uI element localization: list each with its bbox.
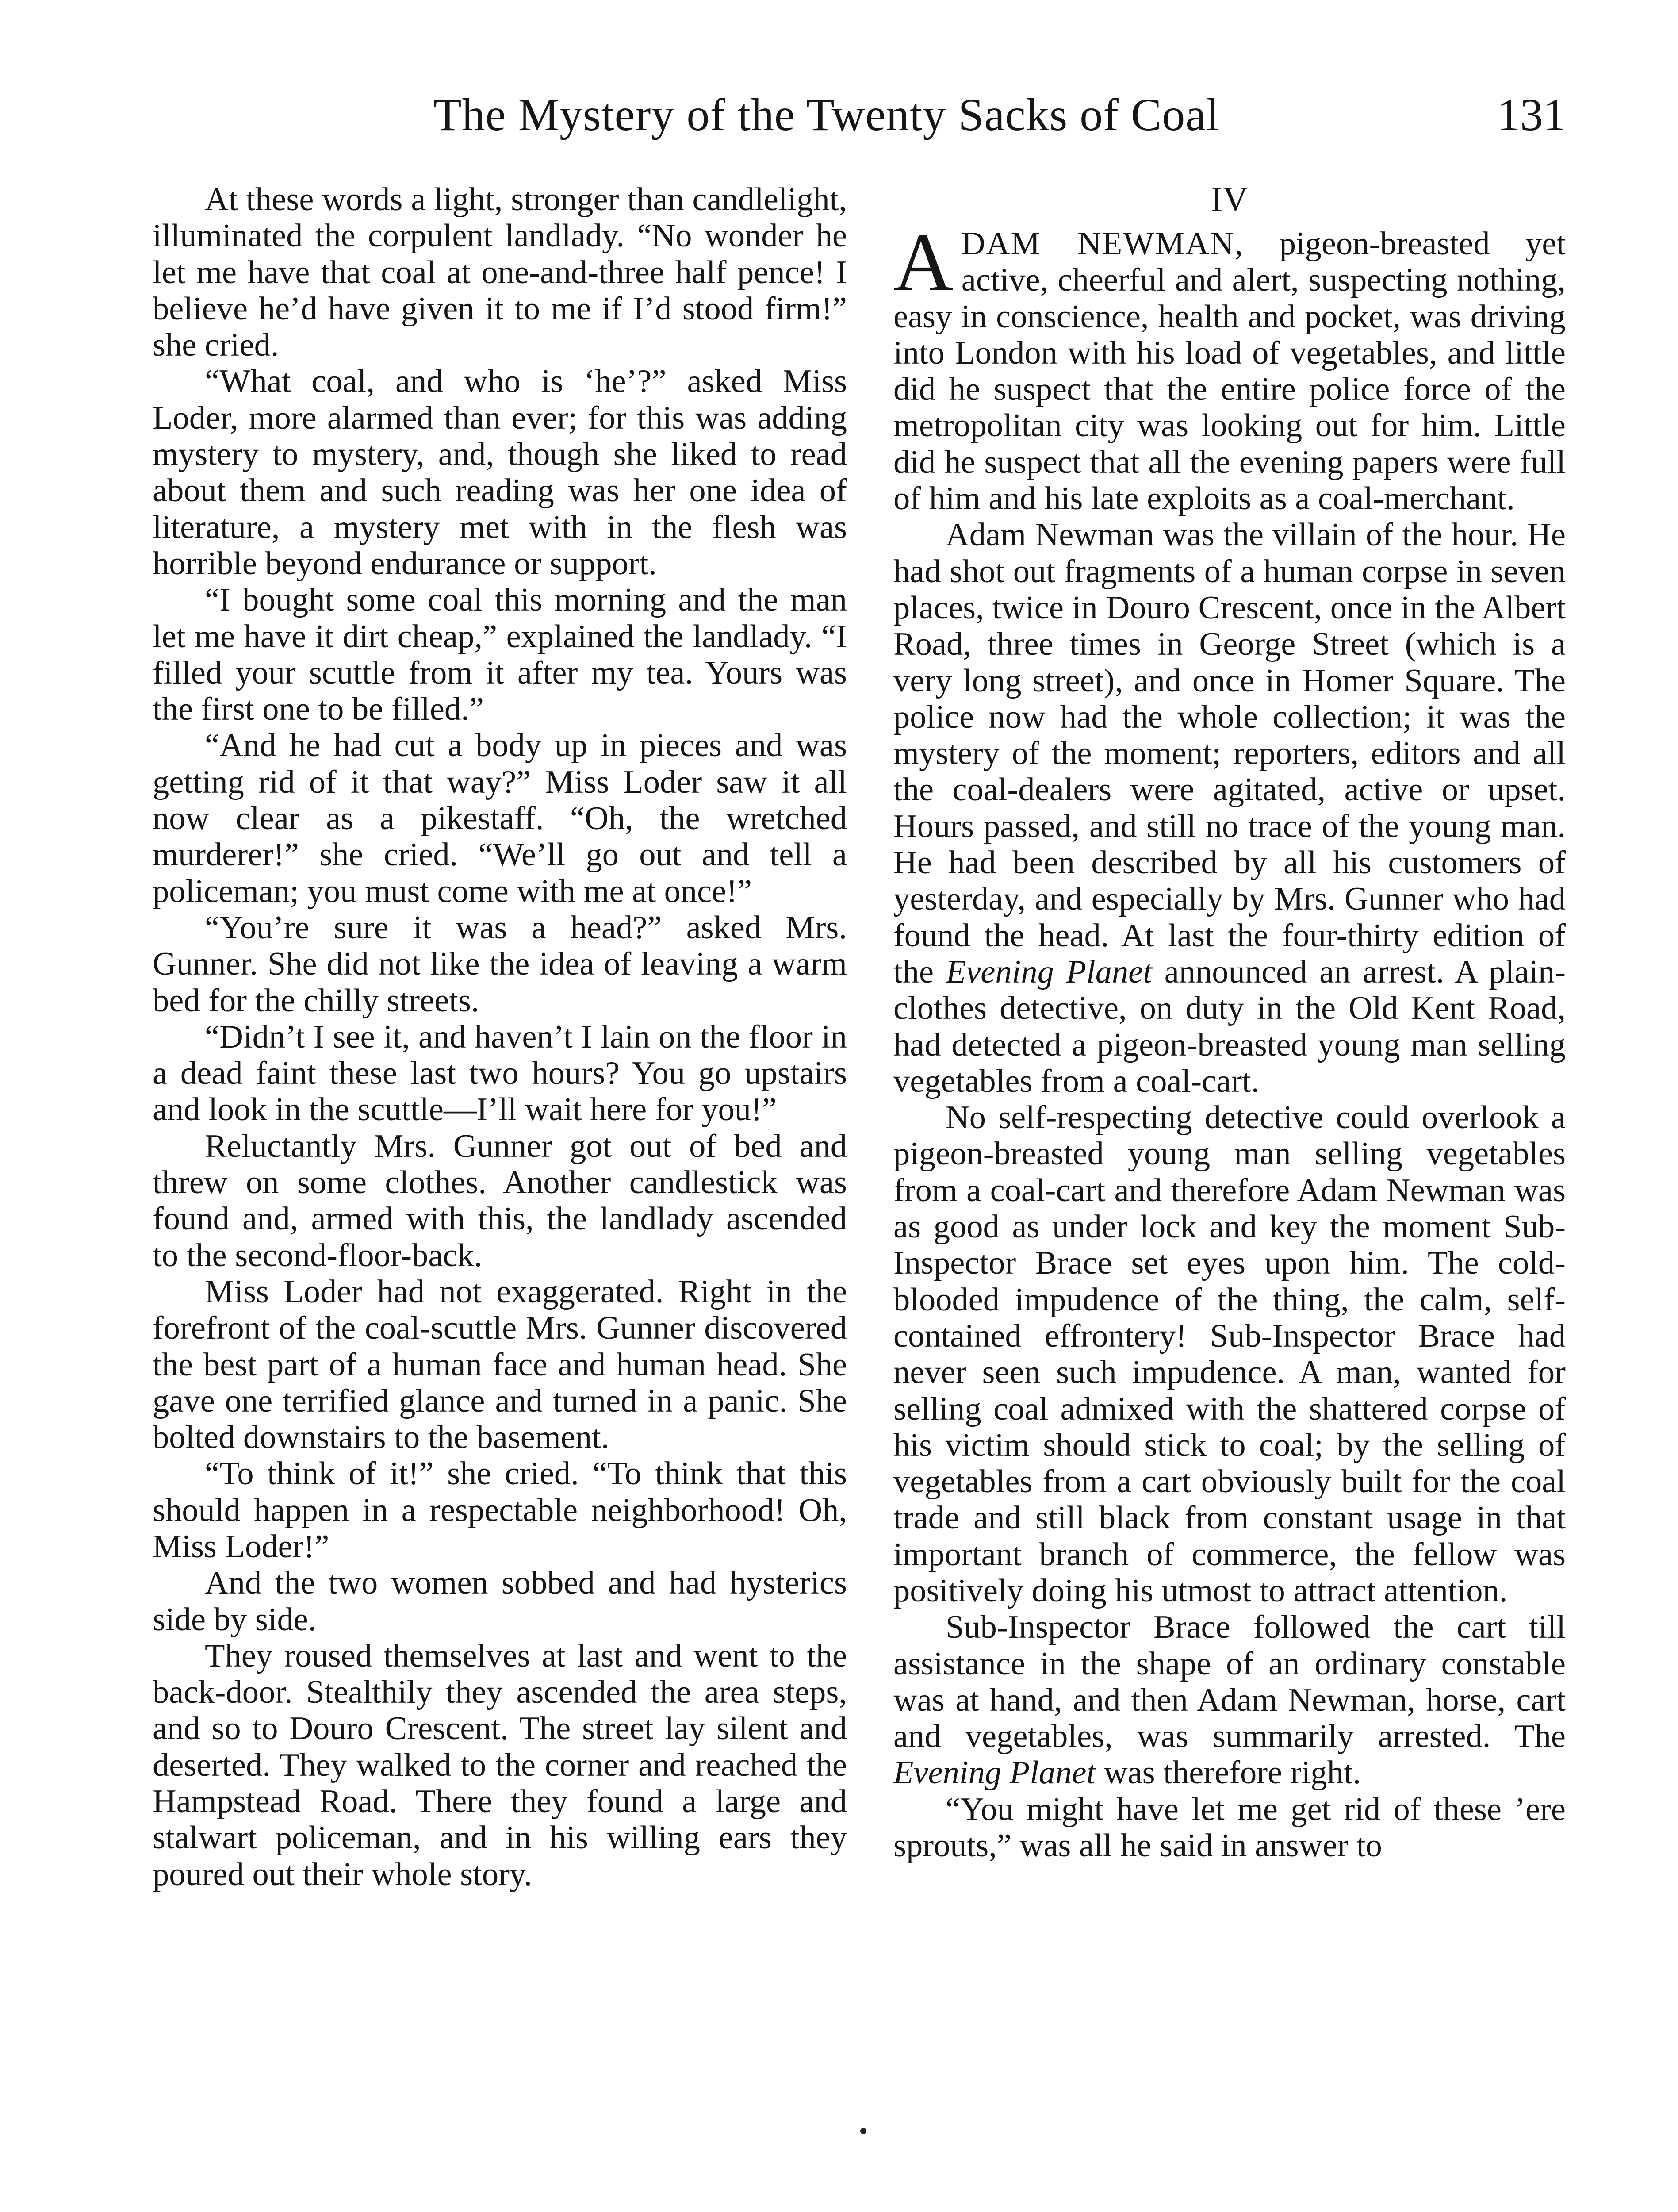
paragraph (893, 517, 1566, 1099)
paragraph: At these words a light, stronger than candlelight, illuminated the corpulent landlady. “No wonder he let me have that coal at one-and-three half pence! I believe he’d have given it to me if I’d stood firm!” she cried. (153, 181, 847, 364)
paragraph: No self-respecting detective could overlook a pigeon-breasted young man selling vegetables from a coal-cart and therefore Adam Newman was as good as under lock and key the moment Sub-Inspector Brace set eyes upon him. The cold-blooded impudence of the thing, the calm, self-contained effrontery! Sub-Inspector Brace had never seen such impudence. A man, wanted for selling coal admixed with the shattered corpse of his victim should stick to coal; by the selling of vegetables from a cart obviously built for the coal trade and still black from constant usage in that important branch of commerce, the fellow was positively doing his utmost to attract attention. (893, 1099, 1566, 1609)
section-heading: IV (1211, 180, 1249, 219)
paragraph: “You’re sure it was a head?” asked Mrs. Gunner. She did not like the idea of leaving a warm bed for the chilly streets. (153, 909, 847, 1019)
paragraph: And the two women sobbed and had hysterics side by side. (153, 1565, 847, 1638)
paragraph: They roused themselves at last and went to the back-door. Stealthily they ascended the area steps, and so to Douro Crescent. The street lay silent and deserted. They walked to the corner and reached the Hampstead Road. There they found a large and stalwart policeman, and in his willing ears they poured out their whole story. (153, 1637, 847, 1893)
paragraph-text: pigeon-breasted yet active, cheerful and alert, suspecting nothing, easy in conscience, health and pocket, was driving into London with his load of vegetables, and little did he suspect that the entire police force of the metropolitan city was looking out for him. Little did he suspect that all the evening papers were full of him and his late exploits as a coal-merchant. (893, 226, 1566, 517)
newspaper-title: Evening Planet (946, 953, 1153, 990)
stray-ink-dot (860, 2128, 866, 2134)
right-column (893, 181, 1566, 1864)
paragraph: Miss Loder had not exaggerated. Right in the forefront of the coal-scuttle Mrs. Gunner discovered the best part of a human face and human head. She gave one terrified glance and turned in a panic. She bolted downstairs to the basement. (153, 1273, 847, 1456)
paragraph (893, 216, 1566, 517)
paragraph-text: announced an arrest. A plain-clothes detective, on duty in the Old Kent Road, had detected a pigeon-breasted young man selling vegetables from a coal-cart. (893, 953, 1566, 1099)
newspaper-title: Evening Planet (893, 1755, 1096, 1791)
paragraph: Reluctantly Mrs. Gunner got out of bed and threw on some clothes. Another candlestick was found and, armed with this, the landlady ascended to the second-floor-back. (153, 1128, 847, 1274)
page-header (0, 88, 1678, 159)
paragraph-text: Sub-Inspector Brace followed the cart till assistance in the shape of an ordinary constable was at hand, and then Adam Newman, horse, cart and vegetables, was summarily arrested. The (893, 1609, 1566, 1755)
page-number: 131 (1497, 89, 1566, 140)
running-title: The Mystery of the Twenty Sacks of Coal (433, 89, 1220, 140)
paragraph (893, 1609, 1566, 1791)
paragraph: “To think of it!” she cried. “To think that this should happen in a respectable neighborhood! Oh, Miss Loder!” (153, 1455, 847, 1565)
paragraph-text: was therefore right. (1096, 1755, 1361, 1791)
paragraph: “What coal, and who is ‘he’?” asked Miss Loder, more alarmed than ever; for this was adding mystery to mystery, and, though she liked to read about them and such reading was her one idea of literature, a mystery met with in the flesh was horrible beyond endurance or support. (153, 363, 847, 582)
paragraph: “Didn’t I see it, and haven’t I lain on the floor in a dead faint these last two hours? You go upstairs and look in the scuttle—I’ll wait here for you!” (153, 1018, 847, 1128)
drop-cap: A (893, 216, 954, 308)
paragraph: “You might have let me get rid of these ’ere sprouts,” was all he said in answer to (893, 1791, 1566, 1864)
paragraph: “And he had cut a body up in pieces and was getting rid of it that way?” Miss Loder saw it all now clear as a pikestaff. “Oh, the wretched murderer!” she cried. “We’ll go out and tell a policeman; you must come with me at once!” (153, 727, 847, 910)
paragraph-text: Adam Newman was the villain of the hour. He had shot out fragments of a human corpse in seven places, twice in Douro Crescent, once in the Albert Road, three times in George Street (which is a very long street), and once in Homer Square. The police now had the whole collection; it was the mystery of the moment; reporters, editors and all the coal-dealers were agitated, active or upset. Hours passed, and still no trace of the young man. He had been described by all his customers of yesterday, and especially by Mrs. Gunner who had found the head. At last the four-thirty edition of the (893, 517, 1566, 990)
paragraph: “I bought some coal this morning and the man let me have it dirt cheap,” explained the landlady. “I filled your scuttle from it after my tea. Yours was the first one to be filled.” (153, 582, 847, 728)
left-column (153, 181, 847, 1893)
opening-smallcaps: DAM NEWMAN, (961, 226, 1244, 262)
